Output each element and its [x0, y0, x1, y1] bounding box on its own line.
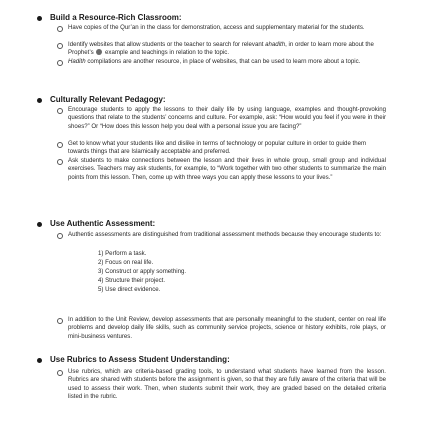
paragraph: Authentic assessments are distinguished from traditional assessment methods because they encourage students to:: [68, 231, 382, 238]
sub-bullet: [57, 26, 63, 32]
section-heading: Build a Resource-Rich Classroom:: [50, 13, 182, 22]
section-heading: Culturally Relevant Pedagogy:: [50, 95, 166, 104]
section-heading: Use Authentic Assessment:: [50, 219, 156, 228]
paragraph: Hadith compilations are another resource, in place of websites, that can be used to learn more about a topic.: [68, 58, 361, 65]
list-item: 3) Construct or apply something.: [98, 268, 187, 275]
paragraph: Encourage students to apply the lessons to their daily life by using language, examples and thought-provoking questions that relate to the students’ concerns and culture. For example, ask: “How would you feel if you were in their shoes?” Or “How does this lesson help you deal with a personal issue you are facing?”: [68, 106, 386, 130]
paragraph: Have copies of the Qur’an in the class for demonstration, access and supplementary material for the students.: [68, 24, 365, 31]
list-item: 2) Focus on real life.: [98, 259, 154, 266]
paragraph: Ask students to make connections between the lesson and their lives in whole group, small group and individual exercises. Teachers may ask students, for example, to “Work together with two other students to summarize the main points from this lesson. Then, come up with three ways you can apply these lessons to your lives.”: [68, 157, 386, 181]
list-item: 5) Use direct evidence.: [98, 286, 161, 293]
paragraph: In addition to the Unit Review, develop assessments that are personally meaningful to the student, center on real life problems and develop daily life skills, such as community service projects, science or history exhibits, role plays, or mini-business ventures.: [68, 316, 386, 340]
section-bullet: [37, 358, 42, 363]
section-heading: Use Rubrics to Assess Student Understanding:: [50, 355, 230, 364]
section-bullet: [37, 222, 42, 227]
paragraph: Get to know what your students like and dislike in terms of technology or popular culture in order to guide them towards things that are Islamically acceptable and preferred.: [68, 140, 367, 156]
sub-bullet: [57, 318, 63, 324]
sub-bullet: [57, 142, 63, 148]
section-bullet: [37, 16, 42, 21]
paragraph: Use rubrics, which are criteria-based grading tools, to understand what students have learned from the lesson. Rubrics are shared with students before the assignment is given, so that they are fully aware of the criteria that will be used to assess their work. Then, when students submit their work, they are graded based on the detailed criteria listed in the rubric.: [68, 368, 386, 400]
sub-bullet: [57, 108, 63, 114]
paragraph: Identify websites that allow students or the teacher to search for relevant ahadith, in order to learn more about the Prophet’s example and teachings in relation to the topic.: [68, 41, 374, 57]
sub-bullet: [57, 60, 63, 66]
sub-bullet: [57, 370, 63, 376]
list-item: 1) Perform a task.: [98, 250, 147, 257]
section-bullet: [37, 98, 42, 103]
honorific-symbol-icon: [96, 49, 102, 55]
list-item: 4) Structure their project.: [98, 277, 166, 284]
sub-bullet: [57, 159, 63, 165]
sub-bullet: [57, 233, 63, 239]
sub-bullet: [57, 43, 63, 49]
